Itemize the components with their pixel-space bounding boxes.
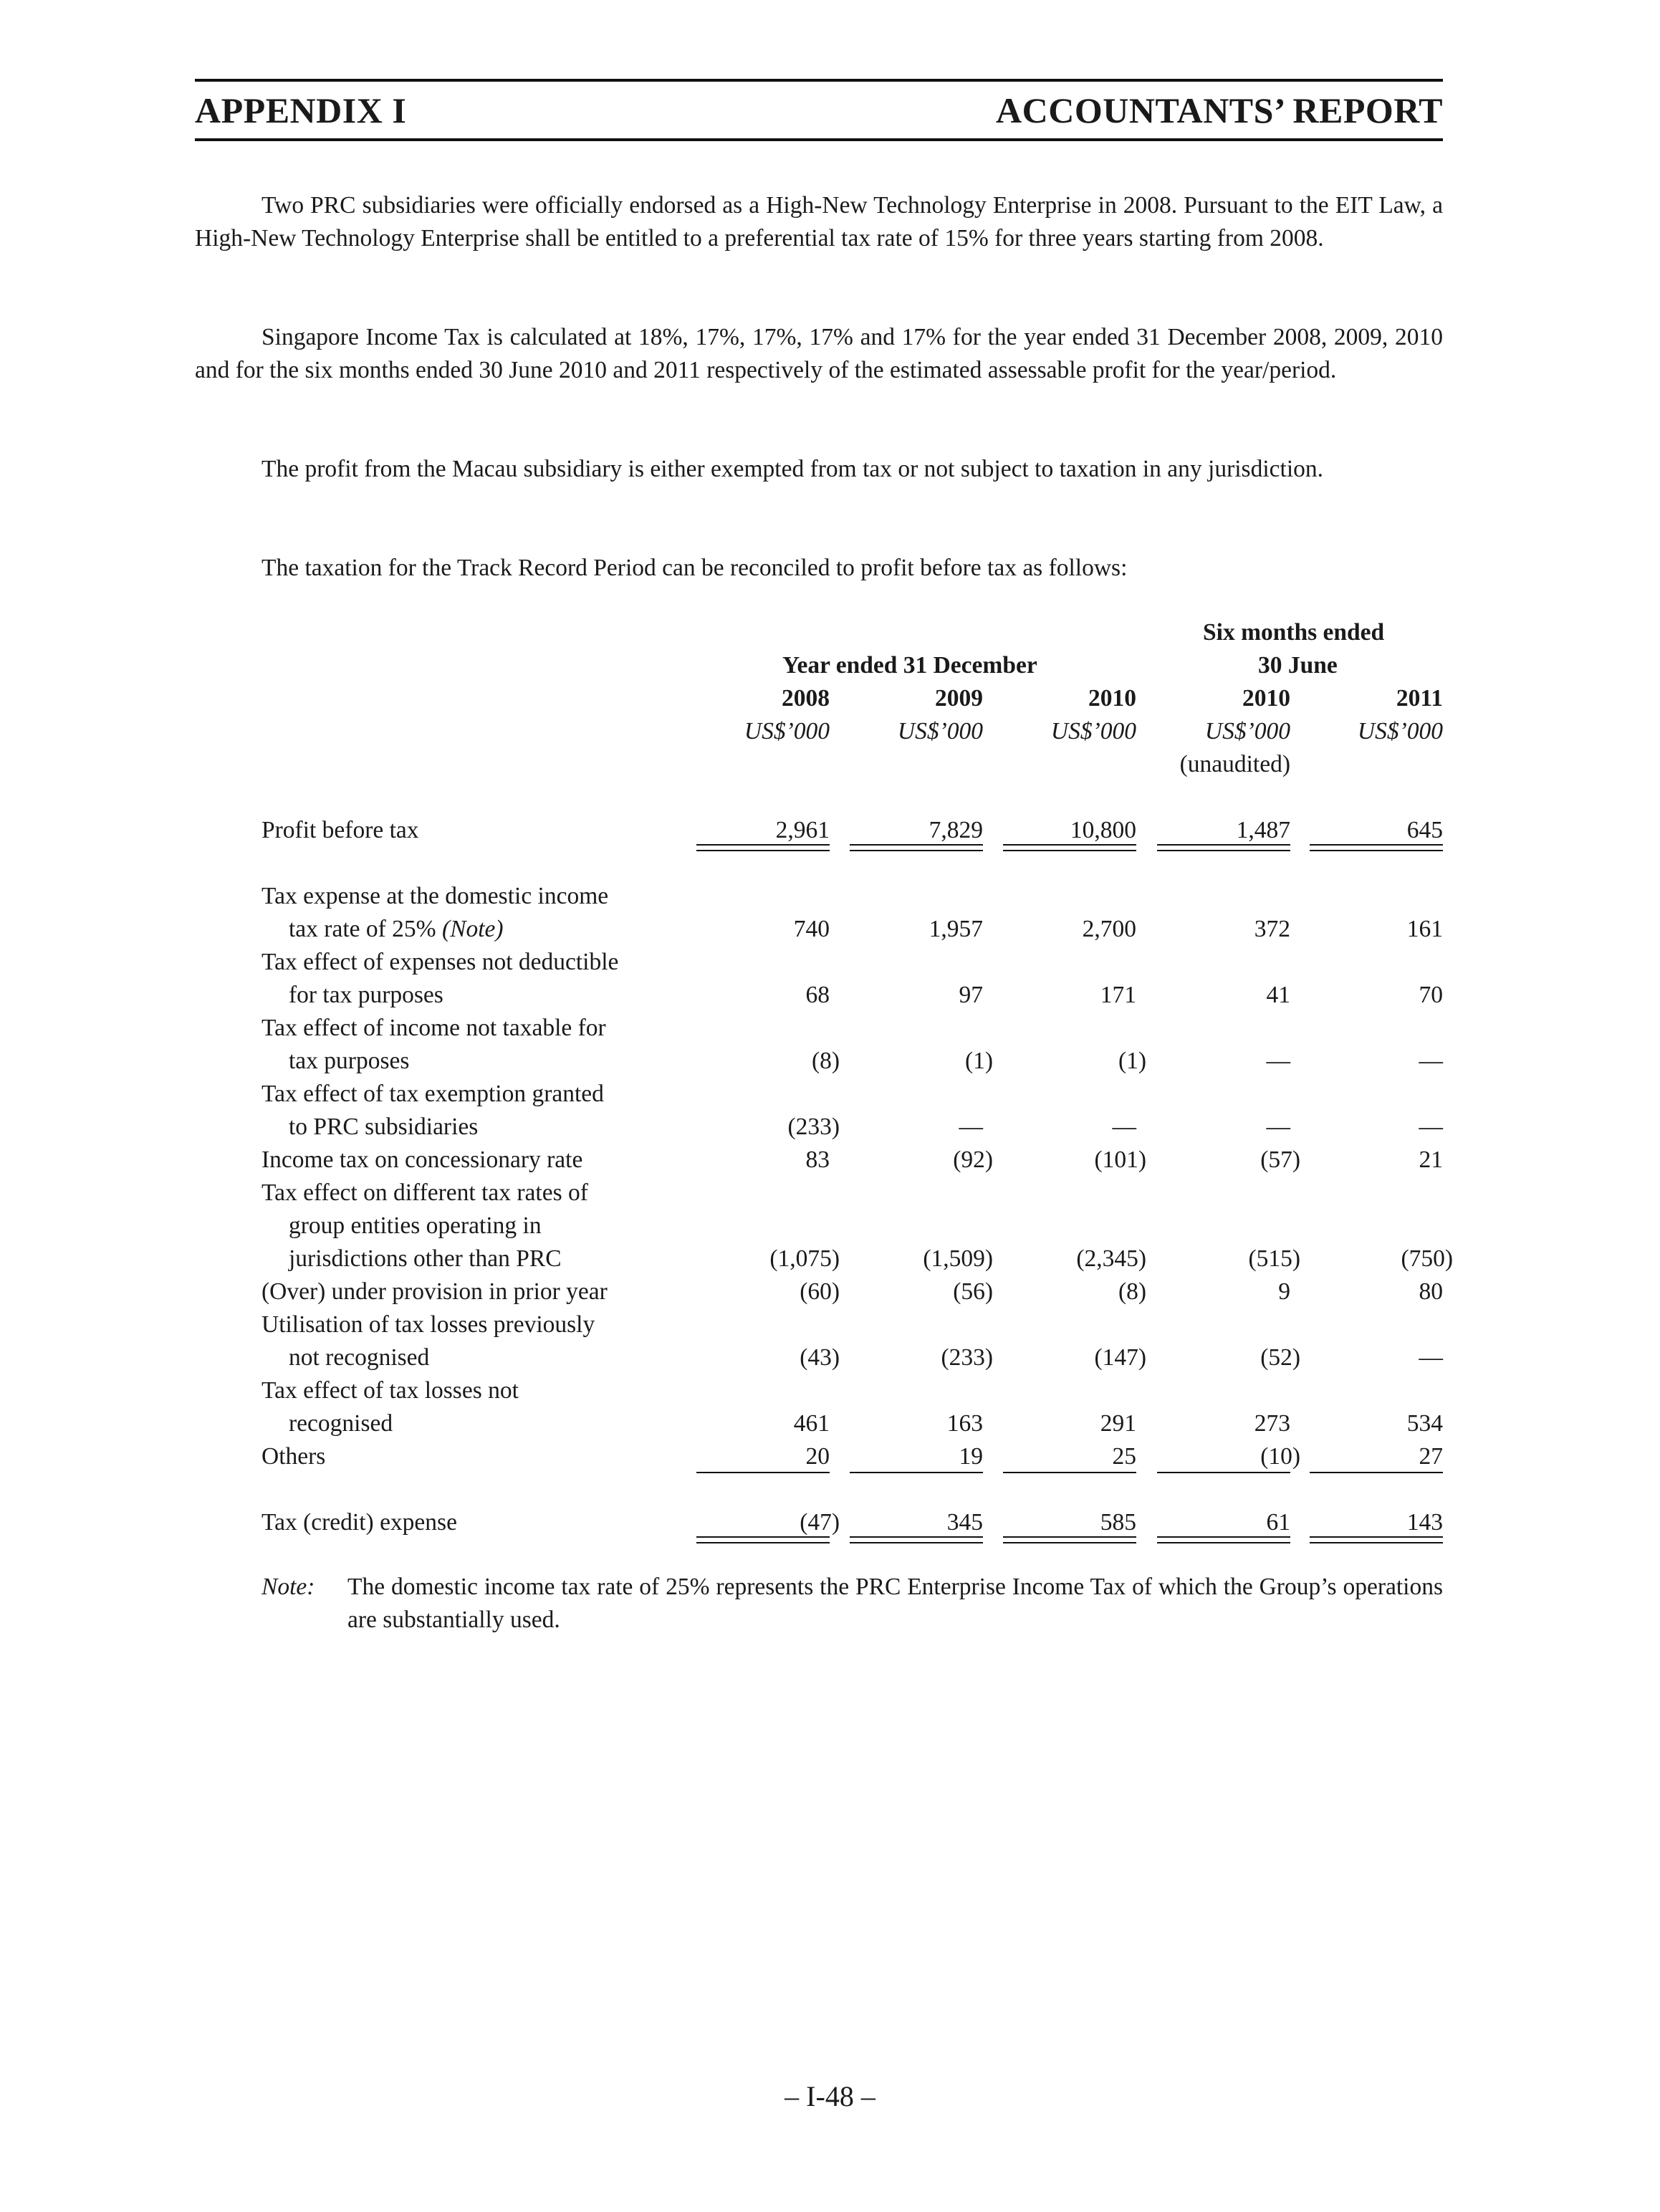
paragraph-high-new-tech: Two PRC subsidiaries were officially endorsed as a High-New Technology Enterprise in 2008. Pursuant to the EIT Law, a High-New Technology Enterprise shall be entitled to a preferential tax rate of 15% for three years starting from 2008.: [195, 192, 1443, 252]
table-cell: 21: [1419, 1146, 1443, 1173]
paragraph-macau: The profit from the Macau subsidiary is either exempted from tax or not subject to taxation in any jurisdiction.: [262, 456, 1323, 482]
table-cell: 143: [1406, 1509, 1443, 1536]
subtotal-underline: [850, 1472, 983, 1473]
row-label-not-taxable: Tax effect of income not taxable for: [262, 1015, 606, 1041]
row-label-different-rates-line3: jurisdictions other than PRC: [289, 1245, 562, 1272]
year-header-2011-six: 2011: [1396, 685, 1443, 712]
table-cell: (52): [1260, 1344, 1300, 1371]
row-label-not-deductible: Tax effect of expenses not deductible: [262, 949, 619, 975]
unit-header: US$’000: [897, 718, 983, 744]
row-label-different-rates-line2: group entities operating in: [289, 1212, 542, 1239]
double-underline: [1310, 1542, 1443, 1543]
double-underline: [1310, 1536, 1443, 1538]
table-cell: —: [1419, 1344, 1443, 1371]
table-cell: 61: [1266, 1509, 1290, 1536]
table-cell: (233): [787, 1114, 840, 1140]
table-cell: 27: [1419, 1443, 1443, 1470]
row-label-losses-not-recognised-line2: recognised: [289, 1410, 393, 1437]
double-underline: [850, 850, 983, 851]
subtotal-underline: [1310, 1472, 1443, 1473]
table-cell: (92): [953, 1146, 993, 1173]
table-cell: (57): [1260, 1146, 1300, 1173]
note-text: The domestic income tax rate of 25% represents the PRC Enterprise Income Tax of which the Group’s operations are substantially used.: [347, 1574, 1443, 1633]
table-cell: 19: [959, 1443, 983, 1470]
row-label-utilisation: Utilisation of tax losses previously: [262, 1311, 595, 1338]
table-cell: 20: [805, 1443, 830, 1470]
note-label: Note:: [262, 1574, 315, 1600]
double-underline: [1157, 1542, 1290, 1543]
table-cell: (8): [811, 1048, 840, 1074]
report-title: ACCOUNTANTS’ REPORT: [996, 90, 1443, 130]
table-cell: 10,800: [1070, 817, 1136, 843]
table-cell: 83: [805, 1146, 830, 1173]
table-cell: (47): [800, 1509, 840, 1536]
table-cell: 41: [1266, 982, 1290, 1008]
row-label-concessionary: Income tax on concessionary rate: [262, 1146, 583, 1173]
table-cell: 68: [805, 982, 830, 1008]
table-cell: 1,957: [929, 916, 983, 942]
table-cell: (60): [800, 1278, 840, 1305]
table-cell: 70: [1419, 982, 1443, 1008]
year-header-2009: 2009: [935, 685, 983, 712]
appendix-title: APPENDIX I: [195, 90, 407, 130]
table-cell: —: [1419, 1114, 1443, 1140]
double-underline: [1003, 844, 1136, 846]
table-cell: (1): [964, 1048, 993, 1074]
row-label-exemption: Tax effect of tax exemption granted: [262, 1081, 604, 1107]
table-cell: 740: [793, 916, 830, 942]
double-underline: [696, 1536, 830, 1538]
row-label-not-taxable-line2: tax purposes: [289, 1048, 410, 1074]
row-label-profit-before-tax: Profit before tax: [262, 817, 419, 843]
row-label-utilisation-line2: not recognised: [289, 1344, 430, 1371]
unaudited-label: (unaudited): [1179, 751, 1290, 777]
table-cell: (233): [941, 1344, 993, 1371]
table-cell: 585: [1100, 1509, 1136, 1536]
table-cell: (750): [1401, 1245, 1453, 1272]
group-header-six-months-line1: Six months ended: [1203, 619, 1385, 646]
table-cell: (43): [800, 1344, 840, 1371]
row-label-over-under-provision: (Over) under provision in prior year: [262, 1278, 608, 1305]
double-underline: [696, 1542, 830, 1543]
table-cell: —: [1112, 1114, 1136, 1140]
row-label-tax-expense: Tax (credit) expense: [262, 1509, 457, 1536]
double-underline: [1157, 1536, 1290, 1538]
double-underline: [696, 844, 830, 846]
row-label-domestic-rate-line2: [289, 913, 504, 946]
row-label-text: tax rate of 25%: [289, 916, 442, 942]
header-top-rule: [195, 79, 1443, 82]
table-cell: 2,700: [1082, 916, 1136, 942]
row-label-not-deductible-line2: for tax purposes: [289, 982, 443, 1008]
unit-header: US$’000: [744, 718, 830, 744]
table-cell: —: [1266, 1114, 1290, 1140]
table-cell: (1): [1118, 1048, 1146, 1074]
page-number: – I-48 –: [785, 2080, 875, 2112]
double-underline: [850, 1542, 983, 1543]
group-header-year-ended: Year ended 31 December: [782, 652, 1037, 679]
double-underline: [850, 844, 983, 846]
table-cell: (1,509): [923, 1245, 993, 1272]
table-cell: —: [959, 1114, 983, 1140]
table-cell: 163: [946, 1410, 983, 1437]
unit-header: US$’000: [1204, 718, 1290, 744]
table-cell: 645: [1406, 817, 1443, 843]
double-underline: [1310, 850, 1443, 851]
table-cell: (2,345): [1076, 1245, 1146, 1272]
table-cell: 80: [1419, 1278, 1443, 1305]
unit-header: US$’000: [1357, 718, 1443, 744]
table-cell: (56): [953, 1278, 993, 1305]
double-underline: [696, 850, 830, 851]
row-label-losses-not-recognised: Tax effect of tax losses not: [262, 1377, 519, 1404]
group-header-six-months-line2: 30 June: [1258, 652, 1338, 679]
double-underline: [1157, 850, 1290, 851]
double-underline: [1310, 844, 1443, 846]
table-cell: —: [1419, 1048, 1443, 1074]
table-cell: (147): [1094, 1344, 1146, 1371]
row-label-different-rates: Tax effect on different tax rates of: [262, 1179, 588, 1206]
table-cell: 534: [1406, 1410, 1443, 1437]
row-label-domestic-rate: Tax expense at the domestic income: [262, 883, 609, 909]
header-bottom-rule: [195, 138, 1443, 141]
double-underline: [1003, 1542, 1136, 1543]
table-cell: (1,075): [769, 1245, 840, 1272]
row-label-exemption-line2: to PRC subsidiaries: [289, 1114, 479, 1140]
table-cell: (8): [1118, 1278, 1146, 1305]
year-header-2010: 2010: [1088, 685, 1136, 712]
table-cell: 25: [1112, 1443, 1136, 1470]
table-cell: 291: [1100, 1410, 1136, 1437]
subtotal-underline: [696, 1472, 830, 1473]
double-underline: [1157, 844, 1290, 846]
table-cell: 7,829: [929, 817, 983, 843]
row-label-others: Others: [262, 1443, 326, 1470]
subtotal-underline: [1003, 1472, 1136, 1473]
table-cell: 345: [946, 1509, 983, 1536]
table-cell: 161: [1406, 916, 1443, 942]
unit-header: US$’000: [1050, 718, 1136, 744]
table-cell: 273: [1254, 1410, 1290, 1437]
year-header-2010-six: 2010: [1242, 685, 1290, 712]
table-cell: (10): [1260, 1443, 1300, 1470]
subtotal-underline: [1157, 1472, 1290, 1473]
year-header-2008: 2008: [782, 685, 830, 712]
table-cell: 1,487: [1236, 817, 1290, 843]
double-underline: [850, 1536, 983, 1538]
table-cell: 372: [1254, 916, 1290, 942]
table-cell: 97: [959, 982, 983, 1008]
table-cell: 2,961: [775, 817, 830, 843]
table-cell: 9: [1278, 1278, 1290, 1305]
table-cell: 171: [1100, 982, 1136, 1008]
table-cell: 461: [793, 1410, 830, 1437]
double-underline: [1003, 850, 1136, 851]
note-reference: (Note): [441, 916, 504, 942]
paragraph-reconciliation-intro: The taxation for the Track Record Period can be reconciled to profit before tax as follows:: [262, 555, 1128, 581]
double-underline: [1003, 1536, 1136, 1538]
table-cell: (101): [1094, 1146, 1146, 1173]
paragraph-singapore-tax: Singapore Income Tax is calculated at 18%, 17%, 17%, 17% and 17% for the year ended 31 December 2008, 2009, 2010 and for the six months ended 30 June 2010 and 2011 respectively of the estimated assessable profit for the year/period.: [195, 324, 1443, 383]
table-cell: —: [1266, 1048, 1290, 1074]
table-cell: (515): [1248, 1245, 1300, 1272]
